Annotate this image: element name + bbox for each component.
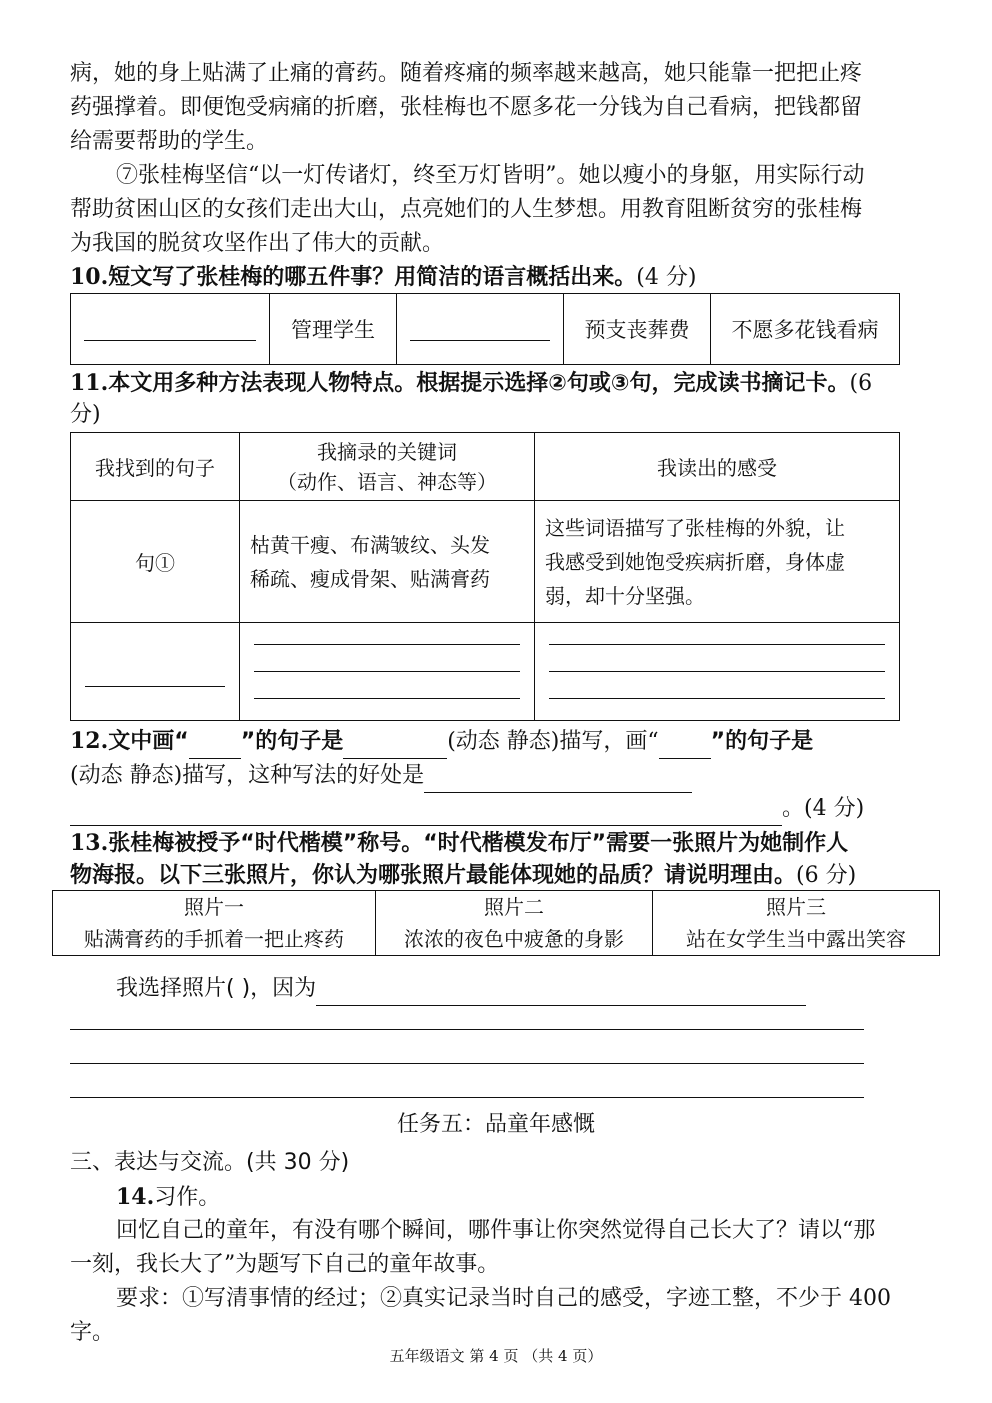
answer-line[interactable] xyxy=(70,1063,864,1064)
requirement-line: 字。 xyxy=(70,1320,115,1345)
answer-keywords-cell[interactable] xyxy=(240,623,535,721)
question-points: (6 xyxy=(849,371,873,396)
passage-line: 给需要帮助的学生。 xyxy=(70,129,269,154)
answer-blank[interactable] xyxy=(316,981,806,1006)
question-12-end xyxy=(70,792,864,826)
question-12-cont xyxy=(70,758,692,793)
question-number: 13. xyxy=(70,830,109,856)
answer-blank[interactable] xyxy=(549,698,885,699)
question-points: (4 分) xyxy=(636,265,697,290)
answer-blank[interactable] xyxy=(189,734,241,759)
photo-answer xyxy=(116,972,806,1006)
question-text: (动态 静态)描写，画“ xyxy=(447,729,659,754)
prompt-line: 回忆自己的童年，有没有哪个瞬间，哪件事让你突然觉得自己长大了？请以“那 xyxy=(116,1218,876,1243)
question-points: 。(4 分) xyxy=(782,796,865,821)
answer-blank[interactable] xyxy=(659,734,711,759)
question-number: 14. xyxy=(116,1184,155,1210)
answer-blank[interactable] xyxy=(549,671,885,672)
answer-blank[interactable] xyxy=(343,734,447,759)
question-number: 10. xyxy=(70,264,109,290)
event-cell: 管理学生 xyxy=(270,294,397,365)
answer-line[interactable] xyxy=(70,1097,864,1098)
header-keywords: 我摘录的关键词 （动作、语言、神态等） xyxy=(240,433,535,501)
answer-prefix: 我选择照片( )，因为 xyxy=(116,976,317,1001)
question-14 xyxy=(116,1180,220,1215)
question-text: 文中画“ xyxy=(108,729,189,754)
question-points-cont: 分) xyxy=(70,402,101,427)
answer-sentence-cell[interactable] xyxy=(71,623,240,721)
answer-blank[interactable] xyxy=(70,801,782,826)
photo-option-1[interactable]: 照片一 贴满膏药的手抓着一把止疼药 xyxy=(53,891,376,956)
photo-option-2[interactable]: 照片二 浓浓的夜色中疲惫的身影 xyxy=(376,891,653,956)
answer-blank[interactable] xyxy=(254,698,520,699)
page-footer: 五年级语文 第 4 页 （共 4 页） xyxy=(389,1347,603,1365)
question-text: 张桂梅被授予“时代楷模”称号。“时代楷模发布厅”需要一张照片为她制作人 xyxy=(108,831,849,856)
question-number: 12. xyxy=(70,728,109,754)
section-title: 三、表达与交流。(共 30 分) xyxy=(70,1150,350,1175)
photo-options-table xyxy=(52,890,940,956)
requirement-line: 要求：①写清事情的经过；②真实记录当时自己的感受，字迹工整，不少于 400 xyxy=(116,1286,891,1311)
question-points: (6 分) xyxy=(796,863,857,888)
answer-blank[interactable] xyxy=(549,644,885,645)
answer-blank[interactable] xyxy=(424,768,692,793)
example-feeling: 这些词语描写了张桂梅的外貌，让 我感受到她饱受疾病折磨，身体虚 弱，却十分坚强。 xyxy=(535,501,900,623)
event-cell: 不愿多花钱看病 xyxy=(711,294,900,365)
question-13-cont xyxy=(70,858,856,893)
prompt-line: 一刻，我长大了”为题写下自己的童年故事。 xyxy=(70,1252,500,1277)
question-text: 物海报。以下三张照片，你认为哪张照片最能体现她的品质？请说明理由。 xyxy=(70,863,797,888)
example-sentence: 句① xyxy=(71,501,240,623)
passage-line: 病，她的身上贴满了止痛的膏药。随着疼痛的频率越来越高，她只能靠一把把止疼 xyxy=(70,61,863,86)
question-text: 习作。 xyxy=(154,1185,221,1210)
question-11 xyxy=(70,366,872,401)
answer-blank[interactable] xyxy=(84,340,256,341)
example-keywords: 枯黄干瘦、布满皱纹、头发 稀疏、瘦成骨架、贴满膏药 xyxy=(240,501,535,623)
answer-blank[interactable] xyxy=(410,340,550,341)
question-text: (动态 静态)描写，这种写法的好处是 xyxy=(70,763,425,788)
question-13 xyxy=(70,826,848,861)
answer-blank[interactable] xyxy=(254,644,520,645)
question-12 xyxy=(70,724,813,759)
question-number: 11. xyxy=(70,370,109,396)
passage-line: 为我国的脱贫攻坚作出了伟大的贡献。 xyxy=(70,231,445,256)
question-text: ”的句子是 xyxy=(710,729,814,754)
answer-blank[interactable] xyxy=(85,686,225,687)
answer-feeling-cell[interactable] xyxy=(535,623,900,721)
question-text: ”的句子是 xyxy=(240,729,344,754)
header-sentence: 我找到的句子 xyxy=(71,433,240,501)
answer-cell[interactable] xyxy=(71,294,270,365)
passage-line: ⑦张桂梅坚信“以一灯传诸灯，终至万灯皆明”。她以瘦小的身躯，用实际行动 xyxy=(116,163,865,188)
reading-card-table xyxy=(70,432,900,721)
question-10 xyxy=(70,260,696,295)
header-feeling: 我读出的感受 xyxy=(535,433,900,501)
answer-blank[interactable] xyxy=(254,671,520,672)
event-cell: 预支丧葬费 xyxy=(564,294,711,365)
passage-line: 药强撑着。即便饱受病痛的折磨，张桂梅也不愿多花一分钱为自己看病，把钱都留 xyxy=(70,95,863,120)
question-text: 短文写了张桂梅的哪五件事？用简洁的语言概括出来。 xyxy=(108,265,637,290)
task-title: 任务五：品童年感慨 xyxy=(396,1112,595,1137)
photo-option-3[interactable]: 照片三 站在女学生当中露出笑容 xyxy=(653,891,940,956)
answer-line[interactable] xyxy=(70,1029,864,1030)
passage-line: 帮助贫困山区的女孩们走出大山，点亮她们的人生梦想。用教育阻断贫穷的张桂梅 xyxy=(70,197,863,222)
question-text: 本文用多种方法表现人物特点。根据提示选择②句或③句，完成读书摘记卡。 xyxy=(108,371,850,396)
answer-cell[interactable] xyxy=(397,294,564,365)
q10-answer-table xyxy=(70,293,900,365)
